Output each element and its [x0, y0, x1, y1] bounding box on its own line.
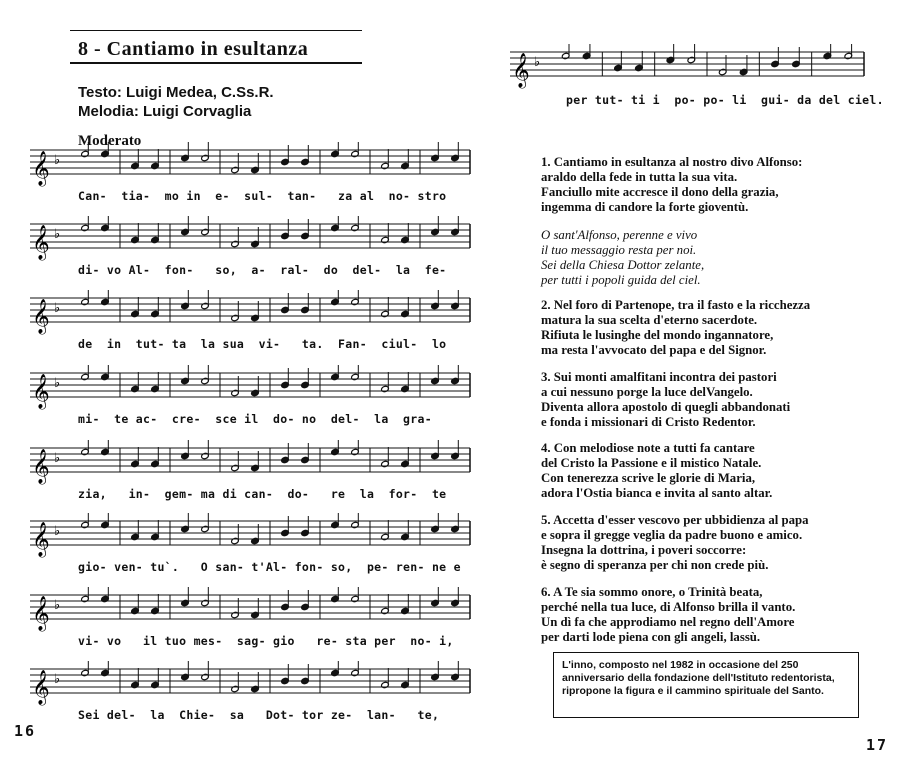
footnote-text: L'inno, composto nel 1982 in occasione del 250 anniversario della fondazione dell'Istituto redentorista, ripropone la figura e il cammino spirituale del Santo.	[562, 659, 835, 697]
stanza-line: e sopra il gregge veglia da padre buono e amico.	[541, 528, 803, 542]
stanza-line: per tutti i popoli guida del ciel.	[541, 273, 701, 287]
music-staff	[30, 440, 474, 488]
flat-key-icon: ♭	[54, 524, 61, 539]
stanza-line: del Cristo la Passione e il mistico Natale.	[541, 456, 762, 470]
stanza-line: Fanciullo mite accresce il dono della grazia,	[541, 185, 779, 199]
stanza-line: Insegna la dottrina, i poveri soccorre:	[541, 543, 747, 557]
stanza	[541, 585, 881, 645]
title-top-rule	[70, 30, 362, 31]
page-title: 8 - Cantiamo in esultanza	[78, 38, 309, 60]
stanza-line: ingemma di candore la forte gioventù.	[541, 200, 749, 214]
flat-key-icon: ♭	[54, 227, 61, 242]
stanza-line: 5. Accetta d'esser vescovo per ubbidienza al papa	[541, 513, 809, 527]
stanza-line: 1. Cantiamo in esultanza al nostro divo Alfonso:	[541, 155, 803, 169]
lyric-line: zia, in- gem- ma di can- do- re la for- te	[78, 487, 447, 501]
stanza-line: Diventa allora apostolo di quegli abbandonati	[541, 400, 791, 414]
treble-clef-icon: 𝄞	[32, 449, 50, 484]
stanza	[541, 441, 881, 501]
stanza-line: 6. A Te sia sommo onore, o Trinità beata,	[541, 585, 763, 599]
stanza-line: araldo della fede in tutta la sua vita.	[541, 170, 738, 184]
stanza-line: il tuo messaggio resta per noi.	[541, 243, 697, 257]
music-staff	[30, 513, 474, 561]
stanza-line: matura la sua scelta d'eterno sacerdote.	[541, 313, 758, 327]
music-staff	[30, 587, 474, 635]
stanza-line: Un dì fa che approdiamo nel regno dell'Amore	[541, 615, 795, 629]
stanza-line: perché nella tua luce, di Alfonso brilla il vanto.	[541, 600, 796, 614]
treble-clef-icon: 𝄞	[32, 151, 50, 186]
music-staff	[30, 216, 474, 264]
stanza	[541, 155, 881, 215]
stanza-line: e fonda i missionari di Cristo Redentor.	[541, 415, 756, 429]
refrain	[541, 228, 881, 288]
stanza-line: 3. Sui monti amalfitani incontra dei pastori	[541, 370, 777, 384]
stanza-line: Sei della Chiesa Dottor zelante,	[541, 258, 705, 272]
music-staff	[30, 661, 474, 709]
stanza	[541, 513, 881, 573]
stanza-line: è segno di speranza per chi non crede più.	[541, 558, 769, 572]
melody-credit: Melodia: Luigi Corvaglia	[78, 103, 252, 120]
music-staff	[30, 290, 474, 338]
tempo-marking: Moderato	[78, 133, 142, 149]
flat-key-icon: ♭	[54, 376, 61, 391]
lyric-line: Sei del- la Chie- sa Dot- tor ze- lan- te,	[78, 708, 440, 722]
footnote-box	[553, 652, 859, 718]
stanza-line: Rifiuta le lusinghe del mondo ingannatore,	[541, 328, 774, 342]
stanza-line: Con tenerezza scrive le glorie di Maria,	[541, 471, 756, 485]
lyric-line: di- vo Al- fon- so, a- ral- do del- la fe-	[78, 263, 447, 277]
stanza-line: 2. Nel foro di Partenope, tra il fasto e la ricchezza	[541, 298, 811, 312]
page-number-right: 17	[866, 736, 889, 754]
stanza-line: O sant'Alfonso, perenne e vivo	[541, 228, 698, 242]
lyric-line: de in tut- ta la sua vi- ta. Fan- ciul- lo	[78, 337, 447, 351]
flat-key-icon: ♭	[534, 55, 541, 70]
stanza-line: a cui nessuno porge la luce delVangelo.	[541, 385, 753, 399]
flat-key-icon: ♭	[54, 153, 61, 168]
stanza-line: ma resta l'avvocato del papa e del Signor.	[541, 343, 767, 357]
flat-key-icon: ♭	[54, 451, 61, 466]
flat-key-icon: ♭	[54, 598, 61, 613]
treble-clef-icon: 𝄞	[32, 522, 50, 557]
page-number-left: 16	[14, 722, 37, 740]
lyric-line: vi- vo il tuo mes- sag- gio re- sta per no- i,	[78, 634, 454, 648]
stanza-line: 4. Con melodiose note a tutti fa cantare	[541, 441, 755, 455]
music-staff	[30, 142, 474, 190]
score-lyrics-ending: per tut- ti i po- po- li gui- da del ciel.	[566, 93, 884, 107]
flat-key-icon: ♭	[54, 672, 61, 687]
title-bottom-rule	[70, 62, 362, 64]
stanza-line: per darti lode piena con gli angeli, lassù.	[541, 630, 761, 644]
lyric-line: mi- te ac- cre- sce il do- no del- la gra-	[78, 412, 432, 426]
treble-clef-icon: 𝄞	[32, 670, 50, 705]
stanza	[541, 370, 881, 430]
treble-clef-icon: 𝄞	[32, 225, 50, 260]
text-credit: Testo: Luigi Medea, C.Ss.R.	[78, 84, 274, 101]
stanza	[541, 298, 881, 358]
treble-clef-icon: 𝄞	[32, 299, 50, 334]
treble-clef-icon: 𝄞	[512, 53, 530, 88]
flat-key-icon: ♭	[54, 301, 61, 316]
music-staff	[30, 365, 474, 413]
treble-clef-icon: 𝄞	[32, 596, 50, 631]
lyric-line: gio- ven- tu`. O san- t'Al- fon- so, pe- ren- ne e	[78, 560, 461, 574]
lyric-line: Can- tia- mo in e- sul- tan- za al no- stro	[78, 189, 447, 203]
music-staff	[510, 44, 868, 92]
stanza-line: adora l'Ostia bianca e invita al santo altar.	[541, 486, 773, 500]
treble-clef-icon: 𝄞	[32, 374, 50, 409]
